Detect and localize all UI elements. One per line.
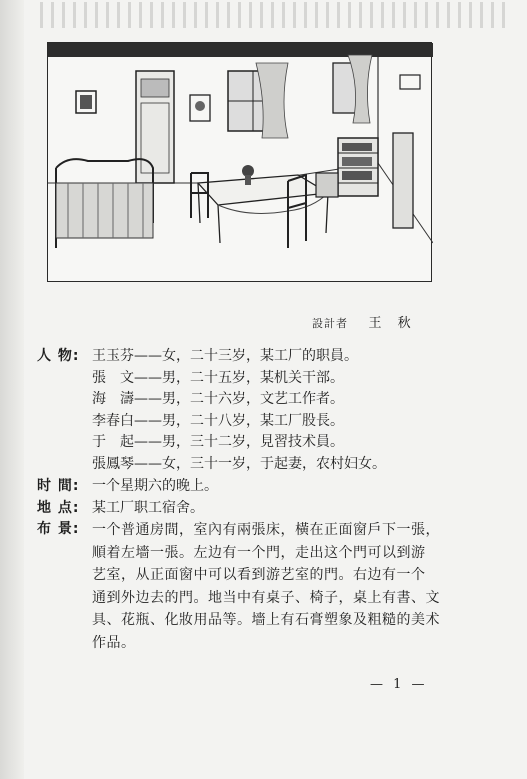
script-front-matter <box>37 346 457 654</box>
ceiling-beam <box>48 43 433 57</box>
scene-line: 通到外边去的門。地当中有桌子、椅子，桌上有書、文 <box>92 589 440 606</box>
print-bleed-through <box>40 2 510 28</box>
time-label: 时 間: <box>37 478 80 494</box>
designer-name: 王 秋 <box>368 316 417 331</box>
right-door <box>393 133 413 228</box>
designer-credit <box>312 312 417 331</box>
scene-section <box>37 519 457 654</box>
scene-label: 布 景: <box>37 521 80 537</box>
character-line: 于 起——男，三十二岁，見習技术員。 <box>92 434 344 450</box>
characters-section <box>37 346 457 475</box>
character-line: 張鳳琴——女，三十一岁，于起妻，农村妇女。 <box>92 455 386 472</box>
table <box>198 175 328 205</box>
scene-line: 順着左墻一張。左边有一个門，走出这个門可以到游 <box>92 544 426 561</box>
scene-line: 一个普通房間，室內有兩張床，橫在正面窗戶下一張， <box>92 522 440 538</box>
scene-line: 作品。 <box>92 634 136 651</box>
characters-label: 人 物: <box>37 348 80 364</box>
character-line: 王玉芬——女，二十三岁，某工厂的职員。 <box>92 348 358 364</box>
room-drawing <box>48 43 433 283</box>
page-number: — 1 — <box>370 677 428 692</box>
place-value: 某工厂职工宿舍。 <box>92 499 204 516</box>
page-edge-shadow <box>0 0 24 779</box>
designer-label: 設計者 <box>312 317 348 330</box>
wall-picture-right <box>400 75 420 89</box>
scene-line: 具、花瓶、化妝用品等。墻上有石膏塑象及粗糙的美术 <box>92 612 440 628</box>
stage-set-illustration <box>47 42 432 282</box>
place-section <box>37 498 457 520</box>
time-section <box>37 476 457 498</box>
character-line: 海 濤——男，二十六岁，文艺工作者。 <box>92 391 344 407</box>
place-label: 地 点: <box>37 499 80 516</box>
character-line: 張 文——男，二十五岁，某机关干部。 <box>92 369 344 386</box>
scene-line: 艺室，从正面窗中可以看到游艺室的門。右边有一个 <box>92 567 426 583</box>
character-line: 李春白——男，二十八岁，某工厂股長。 <box>92 412 344 429</box>
time-value: 一个星期六的晚上。 <box>92 478 218 494</box>
